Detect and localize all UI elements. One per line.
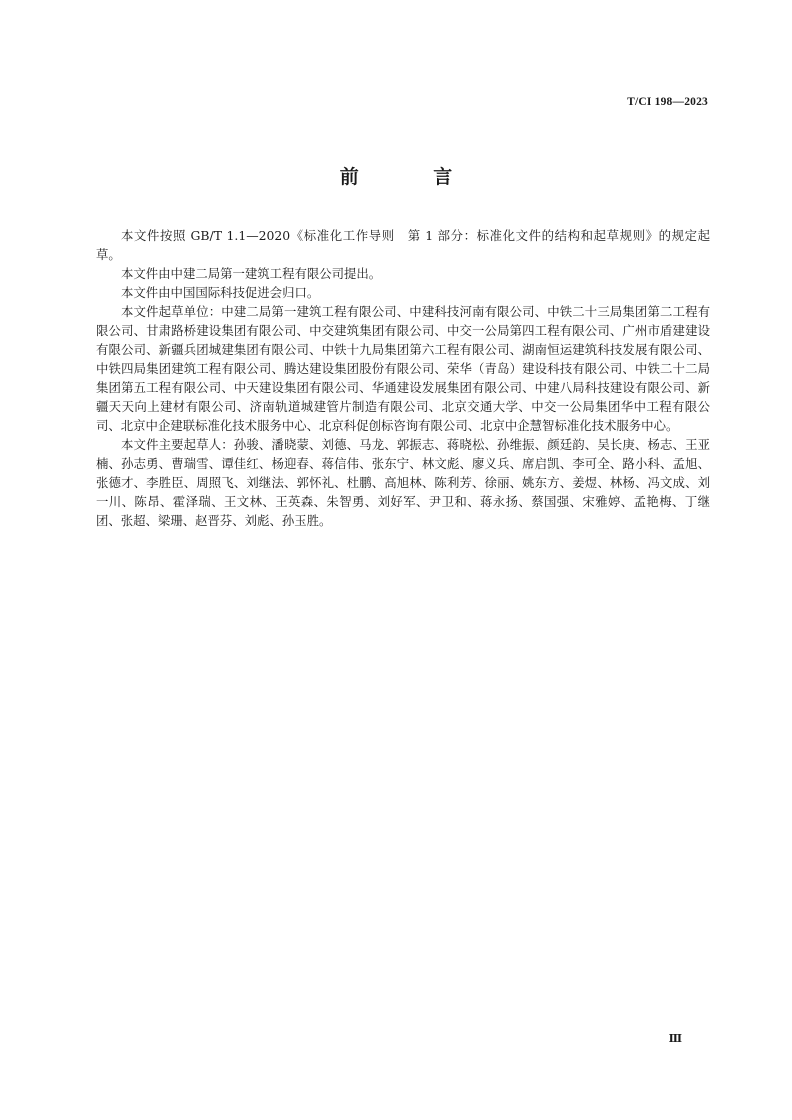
paragraph-drafters: 本文件主要起草人：孙骏、潘晓蒙、刘德、马龙、郭振志、蒋晓松、孙维振、颜廷韵、吴长庚、杨志、王亚楠、孙志勇、曹瑞雪、谭佳红、杨迎春、蒋信伟、张东宁、林文彪、廖义兵、席启凯、李可全、路小科、孟旭、张德才、李胜臣、周照飞、刘继法、郭怀礼、杜鹏、高旭林、陈利芳、徐丽、姚东方、姜煜、林杨、冯文成、刘一川、陈昂、霍泽瑞、王文林、王英森、朱智勇、刘好军、尹卫和、蒋永扬、蔡国强、宋雅婷、孟艳梅、丁继团、张超、梁珊、赵晋芬、刘彪、孙玉胜。 [96, 437, 710, 528]
page-title: 前 言 [339, 166, 487, 188]
standard-code: T/CI 198—2023 [627, 96, 708, 108]
page-number: Ⅲ [668, 1033, 682, 1045]
paragraph-centralized-by: 本文件由中国国际科技促进会归口。 [121, 285, 320, 300]
paragraph-drafting-rules: 本文件按照 GB/T 1.1—2020《标准化工作导则 第 1 部分：标准化文件的结构和起草规则》的规定起草。 [96, 228, 710, 262]
paragraph-drafting-units: 本文件起草单位：中建二局第一建筑工程有限公司、中建科技河南有限公司、中铁二十三局集团第二工程有限公司、甘肃路桥建设集团有限公司、中交建筑集团有限公司、中交一公局第四工程有限公司、广州市盾建建设有限公司、新疆兵团城建集团有限公司、中铁十九局集团第六工程有限公司、湖南恒运建筑科技发展有限公司、中铁四局集团建筑工程有限公司、腾达建设集团股份有限公司、荣华（青岛）建设科技有限公司、中铁二十二局集团第五工程有限公司、中天建设集团有限公司、华通建设发展集团有限公司、中建八局科技建设有限公司、新疆天天向上建材有限公司、济南轨道城建管片制造有限公司、北京交通大学、中交一公局集团华中工程有限公司、北京中企建联标准化技术服务中心、北京科促创标咨询有限公司、北京中企慧智标准化技术服务中心。 [96, 304, 710, 433]
paragraph-proposer: 本文件由中建二局第一建筑工程有限公司提出。 [121, 266, 382, 281]
foreword-body [96, 226, 710, 530]
